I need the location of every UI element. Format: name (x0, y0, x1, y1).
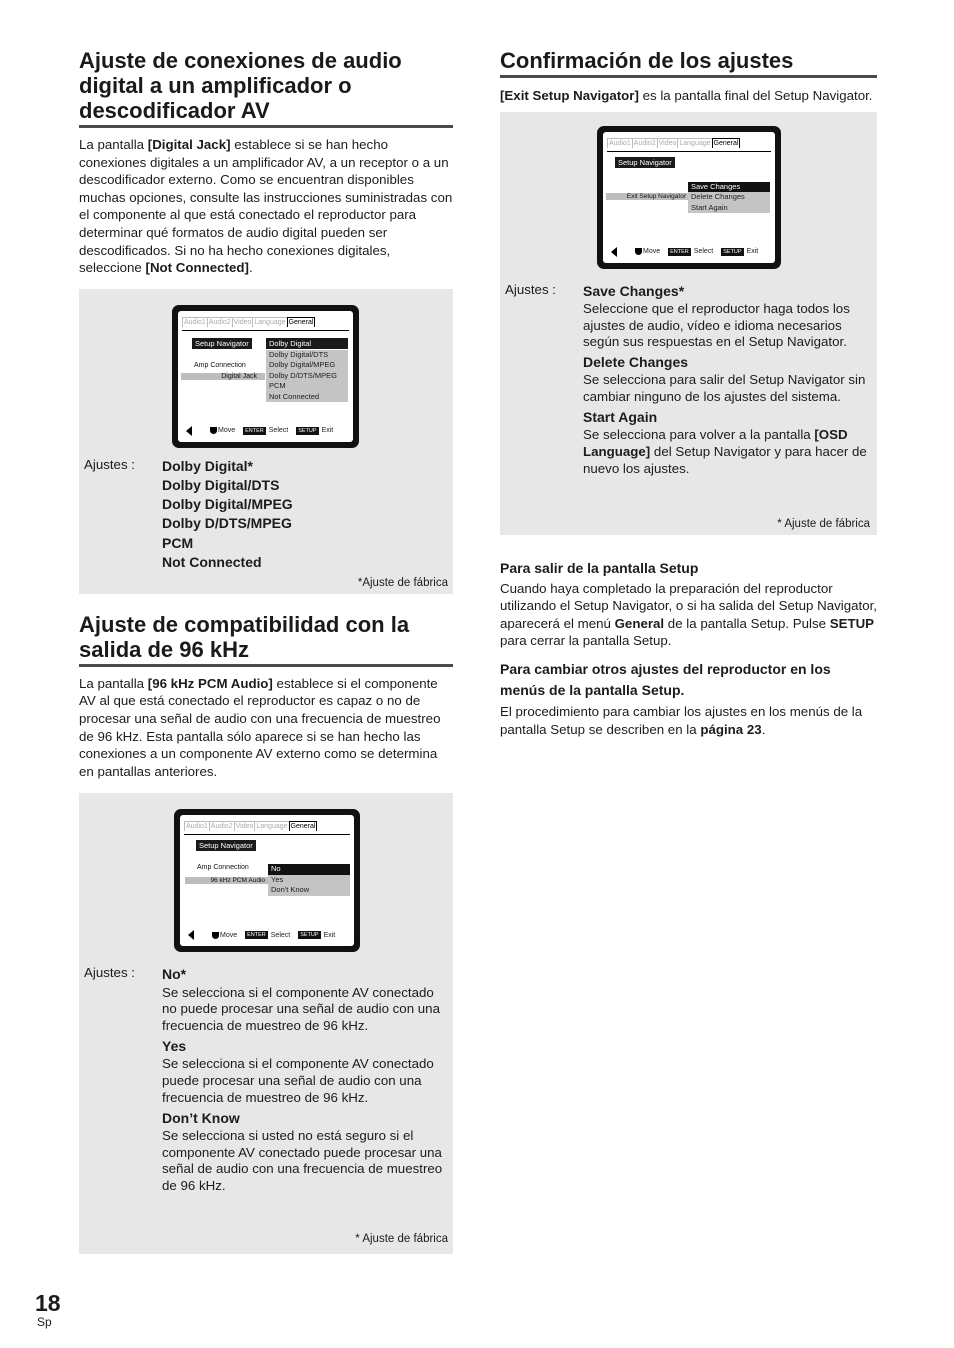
option-item: Delete Changes (691, 192, 745, 202)
text: . (761, 721, 766, 737)
option-no: No* (162, 966, 187, 983)
tab-general: General (290, 823, 316, 831)
tab-language: Language (254, 318, 286, 326)
heading-exit-setup: Para salir de la pantalla Setup (500, 559, 699, 576)
option-item: No (268, 864, 350, 875)
option-no-desc: Se selecciona si el componente AV conectado no puede procesar una señal de audio con una frecuencia de muestreo de 96 kHz. (162, 984, 440, 1034)
text: es la pantalla final del Setup Navigator. (638, 88, 873, 103)
tab-general: General (288, 318, 314, 326)
arrow-left-icon (186, 426, 192, 436)
setup-navigator-label: Setup Navigator (192, 338, 252, 349)
tab-audio1: Audio1 (609, 139, 631, 147)
option-start-again: Start Again (583, 408, 658, 425)
option-dolby-digital-mpeg: Dolby Digital/MPEG (162, 496, 293, 513)
tab-divider (607, 151, 771, 152)
setup-navigator-label: Setup Navigator (196, 840, 256, 851)
right-column (500, 48, 877, 738)
tv-screen-96khz (174, 809, 360, 952)
select-label: Select (693, 248, 714, 256)
enter-key-icon: ENTER (670, 248, 689, 255)
setup-key-icon: SETUP (298, 427, 317, 434)
option-item: Dolby Digital/DTS (269, 349, 329, 359)
move-label: Move (218, 427, 236, 435)
ajustes-label: Ajustes : (84, 965, 135, 981)
tab-audio1: Audio1 (184, 318, 206, 326)
tab-divider (184, 834, 350, 835)
select-label: Select (270, 931, 291, 939)
option-item: Yes (271, 874, 284, 884)
tab-divider (182, 330, 349, 331)
text: del Setup Navigator y para hacer de nuevo los ajustes. (583, 443, 867, 476)
option-start-again-desc (583, 427, 871, 477)
amp-connection-item: Amp Connection (194, 361, 246, 369)
section-title-96khz: Ajuste de compatibilidad con la salida de 96 kHz (79, 612, 453, 667)
option-item: Save Changes (688, 182, 770, 193)
move-label: Move (220, 931, 238, 939)
digital-jack-paragraph (79, 136, 453, 277)
page-number: 18 (35, 1290, 61, 1316)
option-yes: Yes (162, 1037, 187, 1054)
text-bold: SETUP (829, 615, 875, 631)
tab-audio2: Audio2 (208, 318, 231, 326)
screen-display (603, 132, 775, 263)
tab-audio2: Audio2 (633, 139, 656, 147)
move-icon (212, 932, 219, 939)
screen-display (180, 815, 354, 946)
tab-audio2: Audio2 (210, 823, 233, 831)
page-reference: página 23 (700, 721, 762, 737)
text: para cerrar la pantalla Setup. (500, 633, 672, 649)
option-item: Start Again (691, 202, 728, 212)
digital-jack-item: Digital Jack (181, 373, 265, 380)
tab-general: General (713, 139, 739, 147)
option-save-changes-desc: Seleccione que el reproductor haga todos los ajustes de audio, vídeo e idioma necesarios según sus respuestas en el Setup Navigator. (583, 300, 850, 350)
section-title-digital-audio: Ajuste de conexiones de audio digital a un amplificador o descodificador AV (79, 48, 453, 128)
tab-video: Video (235, 823, 254, 831)
exit-setup-options (505, 282, 871, 480)
text: El procedimiento para cambiar los ajustes en los menús de la pantalla Setup se describen en la (500, 703, 863, 737)
text-bold: [96 kHz PCM Audio] (147, 675, 273, 691)
tab-audio1: Audio1 (186, 823, 208, 831)
select-label: Select (268, 427, 289, 435)
option-not-connected: Not Connected (162, 553, 262, 570)
exit-setup-panel (500, 112, 877, 535)
setup-key-icon: SETUP (723, 248, 742, 255)
text-bold: [Not Connected] (145, 260, 249, 276)
text-bold: [Exit Setup Navigator] (500, 88, 639, 103)
96khz-panel (79, 793, 453, 1254)
exit-setup-paragraph (500, 87, 877, 105)
text: Cuando haya completado la preparación del reproductor utilizando el Setup Navigator, o si ha salida del Setup Navigator, aparecerá el menú (500, 580, 877, 631)
section-title-confirmacion: Confirmación de los ajustes (500, 48, 877, 78)
digital-jack-panel (79, 289, 453, 594)
move-label: Move (643, 248, 661, 256)
factory-setting-note: * Ajuste de fábrica (355, 1233, 448, 1246)
heading-change-settings: Para cambiar otros ajustes del reproductor en los menús de la pantalla Setup. (500, 660, 831, 698)
arrow-left-icon (611, 247, 617, 257)
ajustes-label: Ajustes : (505, 281, 556, 297)
ajustes-label: Ajustes : (84, 456, 135, 472)
option-item: Dolby D/DTS/MPEG (269, 370, 337, 380)
option-pcm: PCM (162, 534, 194, 551)
exit-label: Exit (321, 427, 334, 435)
text: Se selecciona para volver a la pantalla (583, 427, 815, 443)
exit-label: Exit (746, 248, 759, 256)
option-dolby-digital-dts: Dolby Digital/DTS (162, 476, 280, 493)
option-dolby-d-dts-mpeg: Dolby D/DTS/MPEG (162, 515, 292, 532)
screen-tabs (184, 821, 316, 831)
option-item: Don't Know (271, 885, 310, 895)
move-icon (210, 427, 217, 434)
text-bold: [OSD Language] (583, 427, 848, 459)
screen-footer (186, 426, 345, 436)
factory-setting-note: *Ajuste de fábrica (357, 576, 448, 589)
arrow-left-icon (188, 930, 194, 940)
option-dolby-digital: Dolby Digital* (162, 457, 254, 474)
move-icon (635, 248, 642, 255)
factory-setting-note: * Ajuste de fábrica (777, 517, 870, 530)
setup-navigator-label: Setup Navigator (615, 157, 675, 168)
option-yes-desc: Se selecciona si el componente AV conectado puede procesar una señal de audio con una frecuencia de muestreo de 96 kHz. (162, 1056, 434, 1105)
text: de la pantalla Setup. Pulse (664, 615, 830, 631)
tab-language: Language (679, 139, 711, 147)
text: establece si el componente AV al que está conectado el reproductor es capaz o no de procesar una señal de audio con una frecuencia de muestreo de 96 kHz. Esta pantalla sólo aparece si se han hecho las conexiones a un componente AV externo como se determina en pantallas anteriores. (79, 675, 441, 779)
96khz-options (84, 965, 447, 1197)
left-column (79, 48, 453, 1254)
96khz-paragraph (79, 675, 453, 781)
text: . (248, 260, 253, 276)
tab-video: Video (233, 318, 252, 326)
screen-footer (188, 930, 346, 940)
option-delete-changes-desc: Se selecciona para salir del Setup Navigator sin cambiar ninguno de los ajustes del sistema. (583, 372, 866, 405)
text: establece si se han hecho conexiones digitales a un amplificador AV, a un receptor o a un descodificador externo. Como se encuentran disponibles muchas opciones, consulte las instrucciones suministradas con el componente al que está conectado el reproductor para determinar qué formatos de audio digital pueden ser descodificados. Si no ha hecho conexiones digitales, seleccione (79, 137, 453, 276)
page-language: Sp (37, 1315, 52, 1329)
amp-connection-item: Amp Connection (197, 864, 249, 872)
option-dont-know-desc: Se selecciona si usted no está seguro si el componente AV conectado puede procesar una señal de audio con una frecuencia de muestreo de 96 kHz. (162, 1127, 443, 1194)
text: La pantalla (79, 137, 148, 152)
exit-setup-navigator-item: Exit Setup Navigator (606, 193, 689, 200)
option-item: Not Connected (269, 391, 320, 401)
digital-jack-options (84, 457, 447, 572)
96khz-item: 96 kHz PCM Audio (185, 877, 269, 884)
exit-label: Exit (323, 931, 336, 939)
text: La pantalla (79, 675, 148, 691)
option-item: PCM (269, 381, 286, 391)
options-list (583, 282, 871, 480)
screen-display (178, 311, 353, 442)
tab-video: Video (658, 139, 677, 147)
option-dont-know: Don’t Know (162, 1109, 240, 1126)
tv-screen-digital-jack (172, 305, 359, 448)
enter-key-icon: ENTER (247, 932, 266, 939)
screen-footer (611, 247, 767, 257)
option-save-changes: Save Changes* (583, 282, 685, 299)
option-list (268, 864, 350, 896)
option-item: Dolby Digital/MPEG (269, 360, 336, 370)
options-list (162, 457, 293, 572)
selected-option: Dolby Digital (266, 338, 348, 349)
setup-key-icon: SETUP (300, 932, 319, 939)
option-delete-changes: Delete Changes (583, 354, 689, 371)
screen-tabs (182, 317, 314, 327)
options-list (162, 965, 447, 1197)
text-bold: [Digital Jack] (147, 137, 231, 152)
change-settings-paragraph (500, 703, 877, 738)
option-list (266, 350, 348, 403)
tab-language: Language (256, 823, 288, 831)
enter-key-icon: ENTER (245, 427, 264, 434)
tv-screen-exit-setup (597, 126, 781, 269)
exit-setup-instructions (500, 580, 877, 650)
text-bold: General (614, 615, 665, 631)
option-list (688, 182, 770, 214)
screen-tabs (607, 138, 739, 148)
